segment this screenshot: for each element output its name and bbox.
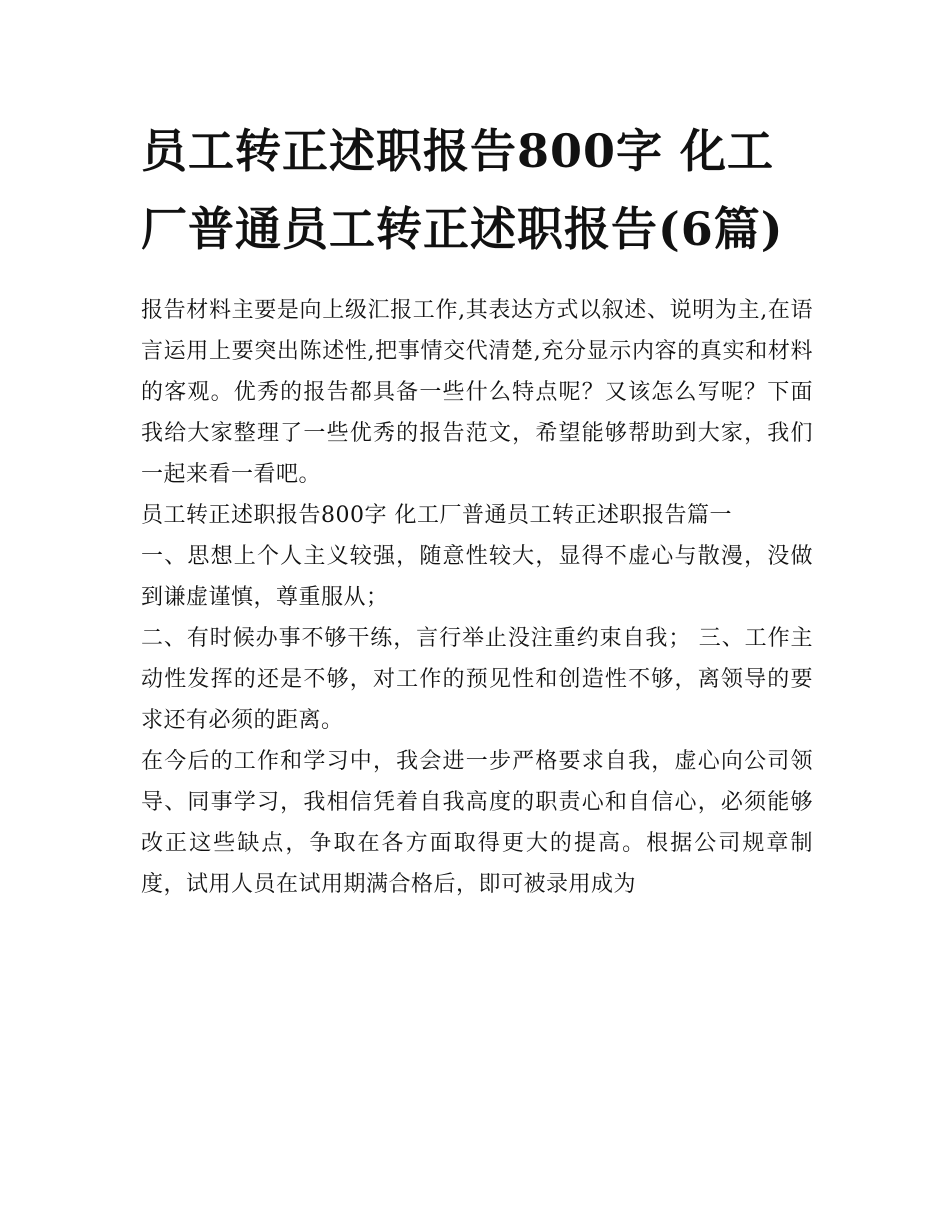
paragraph-intro: 报告材料主要是向上级汇报工作,其表达方式以叙述、说明为主,在语言运用上要突出陈述性,把事情交代清楚,充分显示内容的真实和材料的客观。优秀的报告都具备一些什么特点呢？又该怎么写呢？下面我给大家整理了一些优秀的报告范文，希望能够帮助到大家，我们一起来看一看吧。 bbox=[141, 298, 813, 487]
document-title: 员工转正述职报告800字 化工厂普通员工转正述职报告(6篇) bbox=[141, 124, 784, 256]
paragraph-conclusion: 在今后的工作和学习中，我会进一步严格要求自我，虚心向公司领导、同事学习，我相信凭着自我高度的职责心和自信心，必须能够改正这些缺点，争取在各方面取得更大的提高。根据公司规章制度，试用人员在试用期满合格后，即可被录用成为 bbox=[141, 749, 813, 897]
document-page bbox=[141, 112, 813, 905]
paragraph-section-heading: 员工转正述职报告800字 化工厂普通员工转正述职报告篇一 bbox=[141, 503, 732, 528]
paragraph-point-one: 一、思想上个人主义较强，随意性较大，显得不虚心与散漫，没做到谦虚谨慎，尊重服从； bbox=[141, 544, 813, 610]
paragraph-point-two-three: 二、有时候办事不够干练，言行举止没注重约束自我； 三、工作主动性发挥的还是不够，对工作的预见性和创造性不够，离领导的要求还有必须的距离。 bbox=[141, 626, 813, 733]
document-body bbox=[141, 290, 813, 905]
